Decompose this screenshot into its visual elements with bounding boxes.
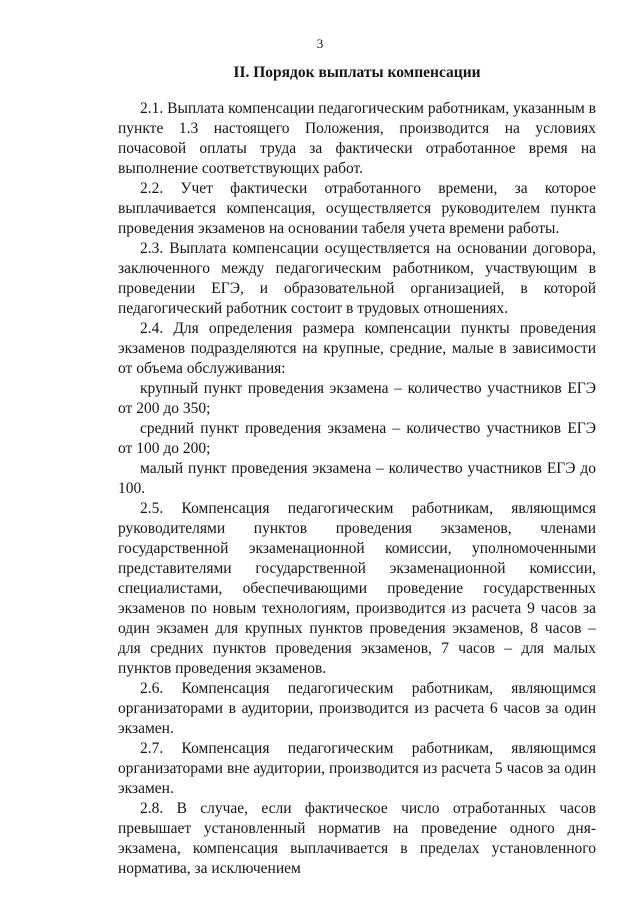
list-item-medium-point: средний пункт проведения экзамена – количество участников ЕГЭ от 100 до 200; xyxy=(118,420,596,457)
paragraph-2-2: 2.2. Учет фактически отработанного времени, за которое выплачивается компенсация, осуществляется руководителем пункта проведения экзаменов на основании табеля учета времени работы. xyxy=(118,180,596,237)
paragraph-2-3: 2.3. Выплата компенсации осуществляется на основании договора, заключенного между педагогическим работником, участвующим в проведении ЕГЭ, и образовательной организацией, в которой педагогический работник состоит в трудовых отношениях. xyxy=(118,240,596,317)
paragraph-2-8: 2.8. В случае, если фактическое число отработанных часов превышает установленный норматив на проведение одного дня-экзамена, компенсация выплачивается в пределах установленного норматива, за исключением xyxy=(118,800,596,877)
paragraph-2-6: 2.6. Компенсация педагогическим работникам, являющимся организаторами в аудитории, производится из расчета 6 часов за один экзамен. xyxy=(118,680,596,737)
paragraph-2-5: 2.5. Компенсация педагогическим работникам, являющимся руководителями пунктов проведения экзаменов, членами государственной экзаменационной комиссии, уполномоченными представителями государственной экзаменационной комиссии, специалистами, обеспечивающими проведение государственных экзаменов по новым технологиям, производится из расчета 9 часов за один экзамен для крупных пунктов проведения экзаменов, 8 часов – для средних пунктов проведения экзаменов, 7 часов – для малых пунктов проведения экзаменов. xyxy=(118,500,596,677)
list-item-small-point: малый пункт проведения экзамена – количество участников ЕГЭ до 100. xyxy=(118,460,596,497)
page-number: 3 xyxy=(316,36,324,51)
paragraph-2-4: 2.4. Для определения размера компенсации пункты проведения экзаменов подразделяются на крупные, средние, малые в зависимости от объема обслуживания: xyxy=(118,320,596,377)
document-body xyxy=(118,99,596,879)
section-title: II. Порядок выплаты компенсации xyxy=(233,64,481,81)
list-item-large-point: крупный пункт проведения экзамена – количество участников ЕГЭ от 200 до 350; xyxy=(118,380,596,417)
paragraph-2-1: 2.1. Выплата компенсации педагогическим работникам, указанным в пункте 1.3 настоящего Положения, производится на условиях почасовой оплаты труда за фактически отработанное время на выполнение соответствующих работ. xyxy=(118,100,596,177)
paragraph-2-7: 2.7. Компенсация педагогическим работникам, являющимся организаторами вне аудитории, производится из расчета 5 часов за один экзамен. xyxy=(118,740,596,797)
